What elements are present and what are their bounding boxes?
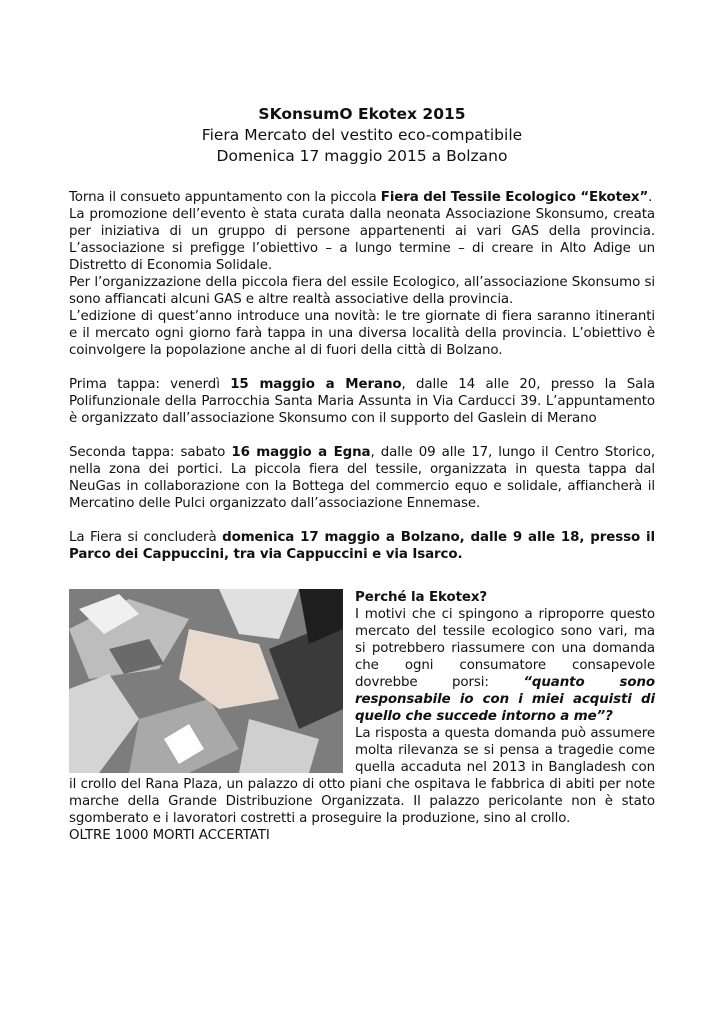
why-text: I motivi che ci spingono a riproporre questo mercato del tessile ecologico sono vari, ma si potrebbero riassumere con una domanda che ogni consumatore consapevole dovrebbe porsi: bbox=[355, 607, 655, 690]
fair-name: Fiera del Tessile Ecologico “Ekotex” bbox=[380, 190, 649, 205]
article-body bbox=[69, 189, 655, 844]
intro-paragraph-3: Per l’organizzazione della piccola fiera del essile Ecologico, all’associazione Skonsumo si sono affiancati alcuni GAS e altre realtà associative della provincia. bbox=[69, 275, 655, 307]
intro-paragraph-4: L’edizione di quest’anno introduce una novità: le tre giornate di fiera saranno itineranti e il mercato ogni giorno farà tappa in una diversa località della provincia. L’obiettivo è coinvolgere la popolazione anche al di fuori della città di Bolzano. bbox=[69, 309, 655, 358]
why-quote: “quanto sono responsabile io con i miei acquisti di quello che succede intorno a me”? bbox=[355, 675, 656, 724]
intro-paragraph-1 bbox=[69, 189, 655, 206]
why-ekotex-section bbox=[69, 589, 655, 844]
title-block bbox=[69, 104, 655, 167]
stage-1-lead: Prima tappa: venerdì bbox=[69, 377, 231, 392]
stage-2-paragraph bbox=[69, 444, 655, 512]
rubble-illustration bbox=[69, 589, 343, 773]
document-subtitle: Fiera Mercato del vestito eco-compatibile bbox=[201, 126, 523, 144]
closing-paragraph bbox=[69, 529, 655, 563]
closing-lead: La Fiera si concluderà bbox=[69, 530, 223, 545]
stage-1-date: 15 maggio a Merano bbox=[230, 377, 402, 392]
stage-1-paragraph bbox=[69, 376, 655, 427]
stage-2-lead: Seconda tappa: sabato bbox=[69, 445, 232, 460]
closing-details: domenica 17 maggio a Bolzano, dalle 9 alle 18, presso il Parco dei Cappuccini, tra via Cappuccini e via Isarco. bbox=[69, 530, 656, 562]
why-heading: Perché la Ekotex? bbox=[355, 590, 488, 605]
intro-paragraph-2: La promozione dell’evento è stata curata dalla neonata Associazione Skonsumo, creata per iniziativa di un gruppo di persone appartenenti ai vari GAS della provincia. L’associazione si prefigge l’obiettivo – a lungo termine – di creare in Alto Adige un Distretto di Economia Solidale. bbox=[69, 207, 655, 273]
stage-2-details: , dalle 09 alle 17, lungo il Centro Storico, nella zona dei portici. La piccola fiera del tessile, organizzata in questa tappa dal NeuGas in collaborazione con la Bottega del commercio equo e solidale, affiancherà il Mercatino delle Pulci organizzato dall’associazione Ennemase. bbox=[69, 445, 655, 511]
intro-text: Torna il consueto appuntamento con la piccola bbox=[69, 190, 381, 205]
intro-period: . bbox=[648, 190, 653, 205]
document-date-line: Domenica 17 maggio 2015 a Bolzano bbox=[216, 147, 508, 165]
stage-2-date: 16 maggio a Egna bbox=[231, 445, 371, 460]
rana-plaza-photo bbox=[69, 589, 343, 773]
document-page bbox=[69, 104, 655, 844]
why-paragraph-2: La risposta a questa domanda può assumere molta rilevanza se si pensa a tragedie come quella accaduta nel 2013 in Bangladesh con il crollo del Rana Plaza, un palazzo di otto piani che ospitava le fabbrica di abiti per note marche della Grande Distribuzione Organizzata. Il palazzo pericolante non è stato sgomberato e i lavoratori costretti a proseguire la produzione, sino al crollo. bbox=[69, 726, 655, 826]
stage-1-details: , dalle 14 alle 20, presso la Sala Polifunzionale della Parrocchia Santa Maria Assunta in Via Carducci 39. L’appuntamento è organizzato dall’associazione Skonsumo con il supporto del Gaslein di Merano bbox=[69, 377, 655, 426]
document-title: SKonsumO Ekotex 2015 bbox=[258, 105, 466, 123]
death-toll-line: OLTRE 1000 MORTI ACCERTATI bbox=[69, 828, 270, 843]
